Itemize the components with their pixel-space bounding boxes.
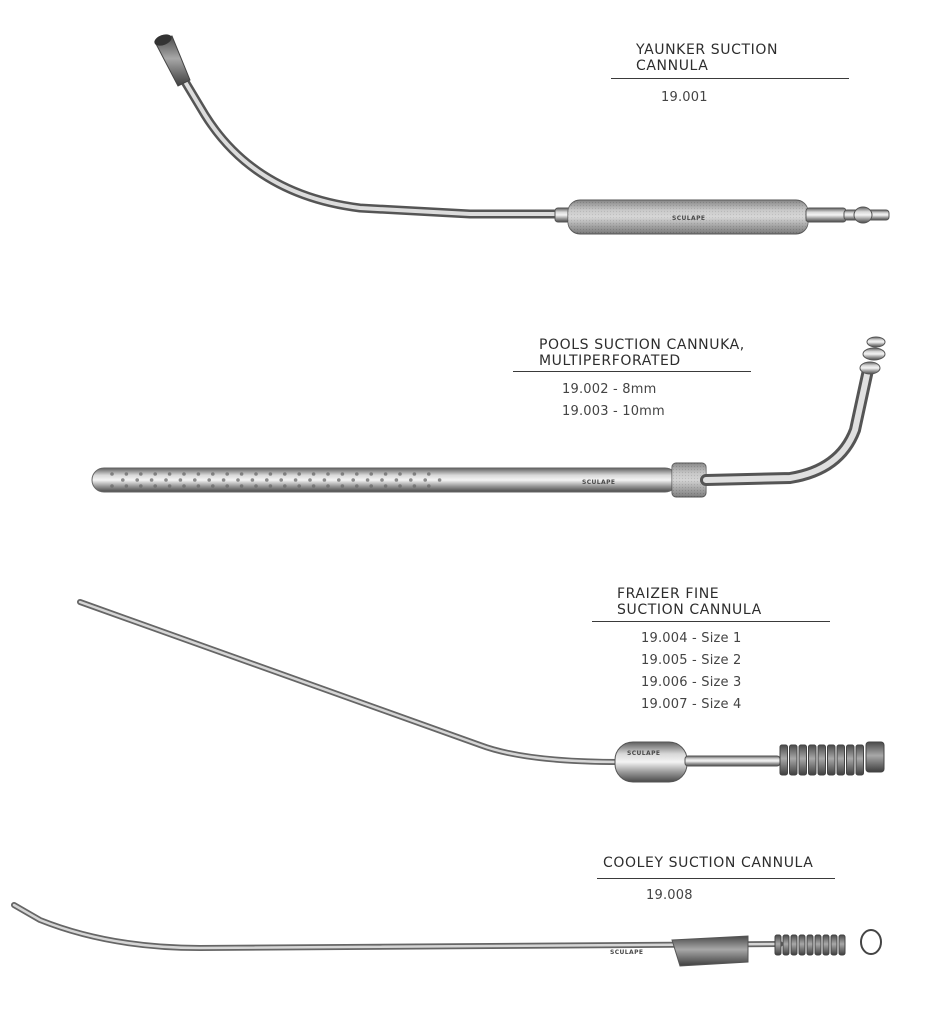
perforation-hole xyxy=(222,478,226,482)
perforation-hole xyxy=(355,472,359,476)
perforation-hole xyxy=(308,478,312,482)
grip-ring xyxy=(809,745,817,775)
perforation-hole xyxy=(110,484,114,488)
grip-ring xyxy=(831,935,837,955)
perforation-hole xyxy=(409,478,413,482)
title-divider xyxy=(513,371,751,372)
product-code: 19.001 xyxy=(661,90,708,105)
grip-ring xyxy=(799,935,805,955)
product-title-cooley xyxy=(603,855,813,873)
perforation-hole xyxy=(283,484,287,488)
perforation-hole xyxy=(369,484,373,488)
perforation-hole xyxy=(197,472,201,476)
grip-ring xyxy=(807,935,813,955)
perforation-hole xyxy=(150,478,154,482)
perforation-hole xyxy=(211,484,215,488)
product-title-pools xyxy=(539,337,745,371)
perforation-hole xyxy=(398,484,402,488)
grip-ring xyxy=(799,745,807,775)
product-code: 19.008 xyxy=(646,888,693,903)
perforation-hole xyxy=(395,478,399,482)
perforation-hole xyxy=(355,484,359,488)
grip-ring xyxy=(815,935,821,955)
perforation-hole xyxy=(179,478,183,482)
perforation-hole xyxy=(438,478,442,482)
perforation-hole xyxy=(168,484,172,488)
perforation-hole xyxy=(337,478,341,482)
perforation-hole xyxy=(197,484,201,488)
product-code: 19.003 - 10mm xyxy=(562,404,665,419)
product-codes-yaunker xyxy=(661,87,708,109)
perforation-hole xyxy=(413,484,417,488)
pools-brand-mark: SCULAPE xyxy=(582,479,616,486)
title-divider xyxy=(592,621,830,622)
perforation-hole xyxy=(164,478,168,482)
perforation-hole xyxy=(366,478,370,482)
perforation-hole xyxy=(413,472,417,476)
perforation-hole xyxy=(207,478,211,482)
perforation-hole xyxy=(283,472,287,476)
perforation-hole xyxy=(423,478,427,482)
grip-ring xyxy=(790,745,798,775)
perforation-hole xyxy=(265,478,269,482)
title-line: COOLEY SUCTION CANNULA xyxy=(603,855,814,871)
perforation-hole xyxy=(279,478,283,482)
grip-ring xyxy=(783,935,789,955)
perforation-hole xyxy=(139,484,143,488)
grip-ring xyxy=(791,935,797,955)
fraizer-cannula-image xyxy=(80,602,884,782)
perforation-hole xyxy=(193,478,197,482)
product-title-fraizer xyxy=(617,586,762,620)
perforation-hole xyxy=(254,484,258,488)
perforation-hole xyxy=(125,484,129,488)
perforation-hole xyxy=(398,472,402,476)
title-line: YAUNKER SUCTION xyxy=(636,42,779,58)
product-code: 19.005 - Size 2 xyxy=(641,653,742,668)
perforation-hole xyxy=(240,472,244,476)
product-title-yaunker xyxy=(636,42,778,76)
perforation-hole xyxy=(341,484,345,488)
product-code: 19.004 - Size 1 xyxy=(641,631,742,646)
perforation-hole xyxy=(323,478,327,482)
title-line: POOLS SUCTION CANNUKA, xyxy=(539,337,745,353)
perforation-hole xyxy=(297,484,301,488)
perforation-hole xyxy=(384,472,388,476)
title-line: MULTIPERFORATED xyxy=(539,353,681,369)
perforation-hole xyxy=(312,472,316,476)
perforation-hole xyxy=(251,478,255,482)
grip-ring xyxy=(837,745,845,775)
grip-ring xyxy=(839,935,845,955)
grip-ring xyxy=(856,745,864,775)
perforation-hole xyxy=(182,472,186,476)
perforation-hole xyxy=(182,484,186,488)
perforation-hole xyxy=(427,484,431,488)
perforation-hole xyxy=(326,472,330,476)
perforation-hole xyxy=(139,472,143,476)
grip-ring xyxy=(818,745,826,775)
perforation-hole xyxy=(236,478,240,482)
title-line: CANNULA xyxy=(636,58,709,74)
perforation-hole xyxy=(225,472,229,476)
perforation-hole xyxy=(269,472,273,476)
product-code: 19.002 - 8mm xyxy=(562,382,657,397)
cooley-brand-mark: SCULAPE xyxy=(610,949,644,956)
perforation-hole xyxy=(125,472,129,476)
fraizer-brand-mark: SCULAPE xyxy=(627,750,661,757)
perforation-hole xyxy=(380,478,384,482)
grip-ring xyxy=(780,745,788,775)
perforation-hole xyxy=(297,472,301,476)
grip-ring xyxy=(828,745,836,775)
title-line: SUCTION CANNULA xyxy=(617,602,762,618)
title-divider xyxy=(597,878,835,879)
perforation-hole xyxy=(351,478,355,482)
product-code: 19.007 - Size 4 xyxy=(641,697,742,712)
grip-ring xyxy=(823,935,829,955)
grip-ring xyxy=(847,745,855,775)
yaunker-brand-mark: SCULAPE xyxy=(672,215,706,222)
product-codes-pools xyxy=(562,379,665,423)
perforation-hole xyxy=(110,472,114,476)
perforation-hole xyxy=(427,472,431,476)
perforation-hole xyxy=(369,472,373,476)
perforation-hole xyxy=(341,472,345,476)
product-codes-cooley xyxy=(646,885,693,907)
perforation-hole xyxy=(254,472,258,476)
product-code: 19.006 - Size 3 xyxy=(641,675,742,690)
perforation-hole xyxy=(211,472,215,476)
perforation-hole xyxy=(121,478,125,482)
perforation-hole xyxy=(294,478,298,482)
perforation-hole xyxy=(153,484,157,488)
grip-ring xyxy=(775,935,781,955)
perforation-hole xyxy=(312,484,316,488)
perforation-hole xyxy=(240,484,244,488)
title-line: FRAIZER FINE xyxy=(617,586,720,602)
perforation-hole xyxy=(225,484,229,488)
yaunker-cannula-image xyxy=(153,32,889,234)
cooley-cannula-image xyxy=(14,905,881,966)
title-divider xyxy=(611,78,849,79)
perforation-hole xyxy=(168,472,172,476)
perforation-hole xyxy=(384,484,388,488)
pools-cannula-image xyxy=(92,337,885,497)
perforation-hole xyxy=(135,478,139,482)
product-codes-fraizer xyxy=(641,628,742,716)
perforation-hole xyxy=(153,472,157,476)
perforation-hole xyxy=(269,484,273,488)
perforation-hole xyxy=(326,484,330,488)
